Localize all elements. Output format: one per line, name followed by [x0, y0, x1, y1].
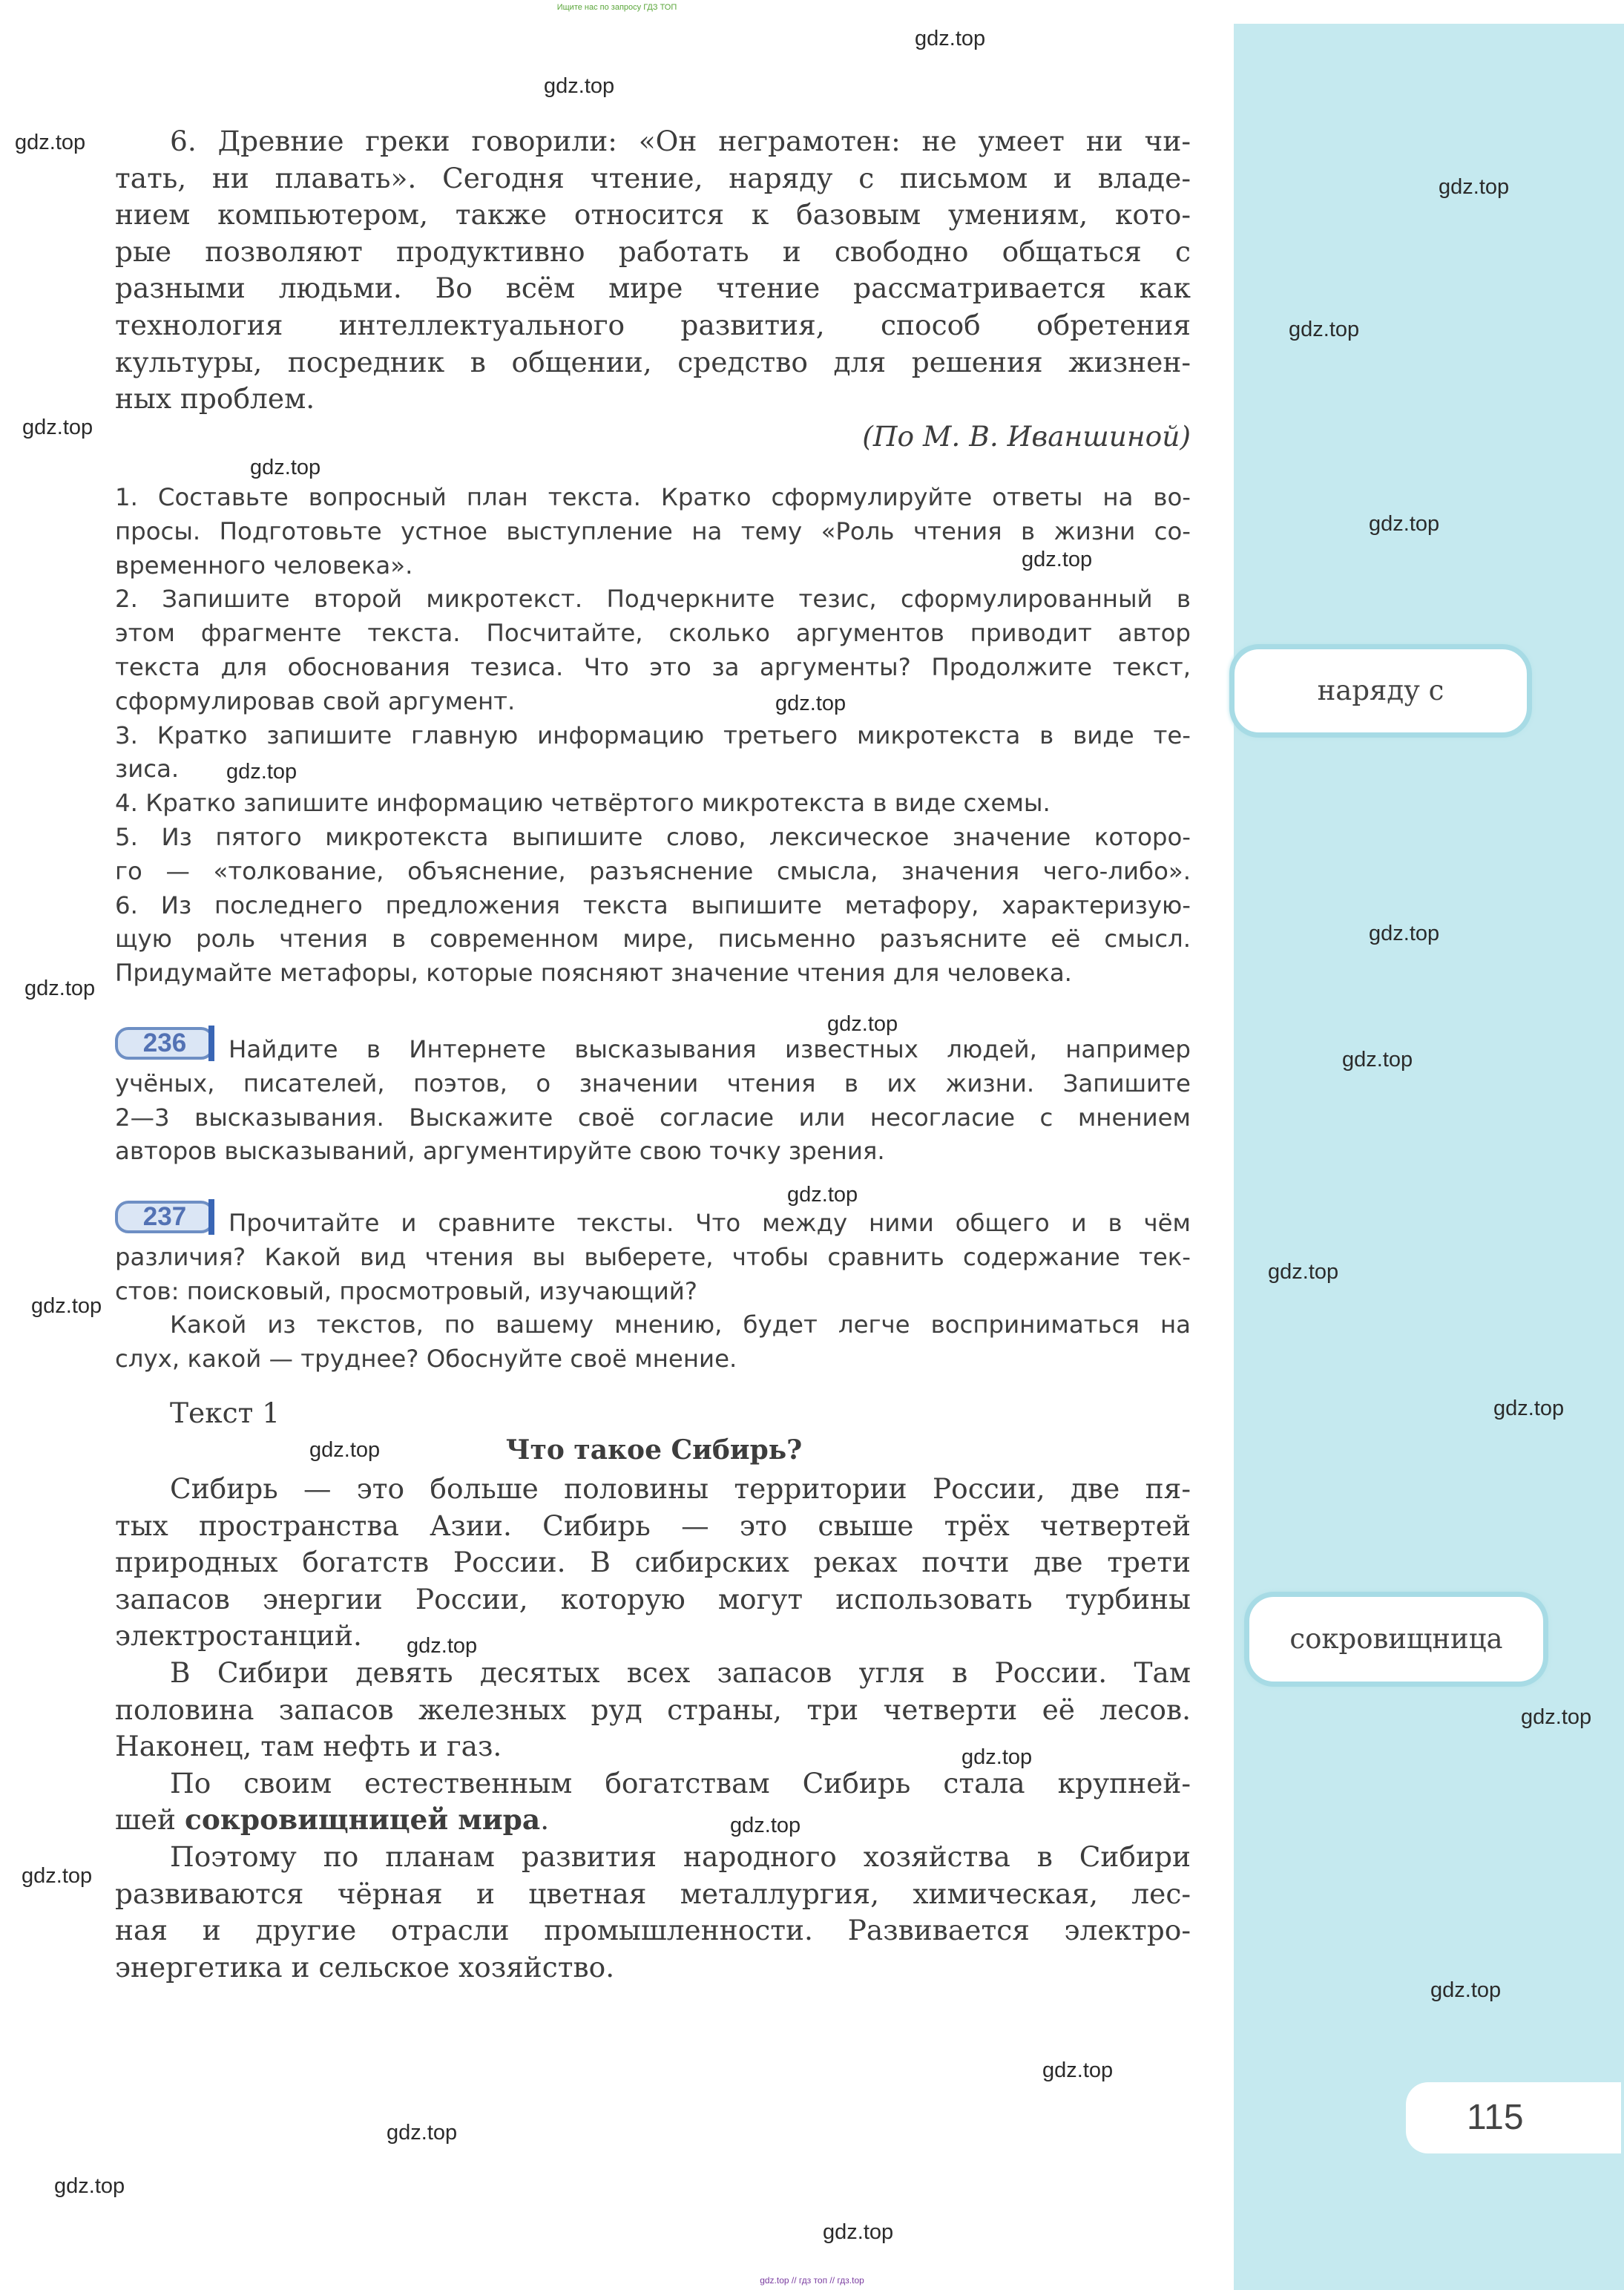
watermark: gdz.top [1369, 922, 1440, 945]
text-line: тых пространства Азии. Сибирь — это свыше трёх четвертей [115, 1509, 1191, 1542]
margin-sidebar [1234, 24, 1624, 2290]
watermark: gdz.top [915, 27, 986, 50]
watermark: gdz.top [1521, 1705, 1592, 1729]
passage-line: 6. Древние греки говорили: «Он неграмотен: не умеет ни чи- [170, 125, 1191, 157]
text1-title: Что такое Сибирь? [505, 1434, 803, 1466]
exercise-line: авторов высказываний, аргументируйте свою точку зрения. [115, 1137, 885, 1166]
task6-passage [115, 123, 1191, 418]
watermark: gdz.top [544, 74, 615, 98]
assignment-line: 1. Составьте вопросный план текста. Кратко сформулируйте ответы на во- [115, 483, 1191, 511]
text-line: По своим естественным богатствам Сибирь стала крупней- [170, 1766, 1191, 1799]
assignment-line: 3. Кратко запишите главную информацию третьего микротекста в виде те- [115, 721, 1191, 749]
assignment-line: зиса. [115, 755, 180, 784]
watermark: gdz.top [250, 456, 321, 479]
exercise-line: стов: поисковый, просмотровый, изучающий? [115, 1276, 697, 1305]
watermark: gdz.top [31, 1294, 102, 1318]
watermark: gdz.top [1439, 175, 1510, 199]
watermark: gdz.top [1430, 1978, 1502, 2002]
text-line: половина запасов железных руд страны, три четверти её лесов. [115, 1693, 1191, 1726]
footer: gdz.top // гдз топ // гдз.top [760, 2275, 864, 2286]
assignment-line: 4. Кратко запишите информацию четвёртого микротекста в виде схемы. [115, 789, 1051, 818]
attribution: (По М. В. Иваншиной) [862, 420, 1191, 453]
assignment-line: 2. Запишите второй микротекст. Подчеркните тезис, сформулированный в [115, 585, 1191, 614]
watermark: gdz.top [1042, 2058, 1114, 2082]
watermark: gdz.top [1369, 512, 1440, 536]
text-line: Поэтому по планам развития народного хозяйства в Сибири [170, 1840, 1191, 1873]
watermark: gdz.top [24, 977, 96, 1000]
text-fragment: . [540, 1803, 550, 1837]
text1-label: Текст 1 [170, 1397, 280, 1429]
exercise-line: слух, какой — труднее? Обоснуйте своё мнение. [115, 1345, 737, 1374]
watermark: gdz.top [827, 1012, 898, 1036]
exercise-line: Какой из текстов, по вашему мнению, будет легче восприниматься на [170, 1310, 1191, 1339]
text-line: электростанций. [115, 1619, 362, 1653]
watermark: gdz.top [1268, 1260, 1339, 1284]
assignment-line: щую роль чтения в современном мире, письменно разъясните её смысл. [115, 925, 1191, 954]
watermark: gdz.top [961, 1745, 1033, 1769]
text-line: Сибирь — это больше половины территории России, две пя- [170, 1472, 1191, 1505]
text-line: В Сибири девять десятых всех запасов угля в России. Там [170, 1656, 1191, 1689]
passage-line: культуры, посредник в общении, средство для решения жизнен- [115, 345, 1191, 378]
watermark: gdz.top [54, 2174, 125, 2198]
passage-line: нием компьютером, также относится к базовым умениям, кото- [115, 198, 1191, 232]
exercise-line: различия? Какой вид чтения вы выберете, чтобы сравнить содержание тек- [115, 1242, 1191, 1271]
passage-line: ных проблем. [115, 382, 315, 416]
bold-term: сокровищницей мира [184, 1803, 541, 1837]
exercise-number-badge: 236 [115, 1027, 214, 1060]
assignment-line: текста для обоснования тезиса. Что это за аргументы? Продолжите текст, [115, 652, 1191, 681]
watermark: gdz.top [1493, 1397, 1565, 1420]
passage-line: технология интеллектуального развития, способ обретения [115, 308, 1191, 341]
exercise-line: Прочитайте и сравните тексты. Что между ними общего и в чём [229, 1209, 1191, 1237]
watermark: gdz.top [823, 2220, 894, 2244]
exercise-line: Найдите в Интернете высказывания известных людей, например [229, 1035, 1191, 1063]
assignment-line: этом фрагменте текста. Посчитайте, сколько аргументов приводит автор [115, 619, 1191, 648]
watermark: gdz.top [1022, 548, 1093, 571]
passage-line: разными людьми. Во всём мире чтение рассматривается как [115, 272, 1191, 305]
assignment-line: временного человека». [115, 551, 413, 580]
exercise-line: учёных, писателей, поэтов, о значении чтения в их жизни. Запишите [115, 1069, 1191, 1098]
text-line: Наконец, там нефть и газ. [115, 1730, 502, 1763]
text-fragment: шей [115, 1803, 177, 1837]
assignment-line: сформулировав свой аргумент. [115, 686, 516, 715]
text-line: природных богатств России. В сибирских реках почти две трети [115, 1546, 1191, 1579]
text-line [115, 1802, 1191, 1839]
watermark: gdz.top [775, 692, 846, 715]
watermark: gdz.top [387, 2121, 458, 2145]
watermark: gdz.top [15, 131, 86, 154]
text-line: развиваются чёрная и цветная металлургия, химическая, лес- [115, 1877, 1191, 1910]
watermark: gdz.top [226, 760, 297, 784]
margin-note: наряду с [1229, 644, 1532, 738]
assignment-line: 6. Из последнего предложения текста выпишите метафору, характеризую- [115, 890, 1191, 919]
exercise-237 [115, 1207, 1191, 1377]
exercise-number-badge: 237 [115, 1201, 214, 1233]
assignment-line: просы. Подготовьте устное выступление на тему «Роль чтения в жизни со- [115, 516, 1191, 545]
text-line: запасов энергии России, которую могут использовать турбины [115, 1582, 1191, 1615]
assignment-line: 5. Из пятого микротекста выпишите слово, лексическое значение которо- [115, 822, 1191, 851]
watermark: gdz.top [22, 1864, 93, 1888]
exercise-236 [115, 1033, 1191, 1169]
passage-line: тать, ни плавать». Сегодня чтение, наряду с письмом и владе- [115, 161, 1191, 194]
watermark: gdz.top [787, 1183, 858, 1207]
watermark: gdz.top [407, 1634, 478, 1658]
watermark: gdz.top [309, 1438, 381, 1462]
watermark: gdz.top [22, 416, 93, 439]
watermark: gdz.top [1342, 1048, 1413, 1072]
text-line: энергетика и сельское хозяйство. [115, 1950, 615, 1984]
page-number: 115 [1406, 2082, 1621, 2153]
assignment-line: Придумайте метафоры, которые поясняют значение чтения для человека. [115, 959, 1072, 988]
assignment-line: го — «толкование, объяснение, разъяснение смысла, значения чего-либо». [115, 856, 1191, 885]
watermark: gdz.top [1289, 318, 1360, 341]
text-line: ная и другие отрасли промышленности. Развивается электро- [115, 1914, 1191, 1947]
top-banner: Ищите нас по запросу ГДЗ ТОП [556, 3, 677, 12]
margin-note: сокровищница [1244, 1592, 1548, 1687]
exercise-line: 2—3 высказывания. Выскажите своё согласие или несогласие с мнением [115, 1103, 1191, 1132]
passage-line: рые позволяют продуктивно работать и свободно общаться с [115, 234, 1191, 268]
text1-body [115, 1471, 1191, 1986]
watermark: gdz.top [730, 1814, 801, 1837]
